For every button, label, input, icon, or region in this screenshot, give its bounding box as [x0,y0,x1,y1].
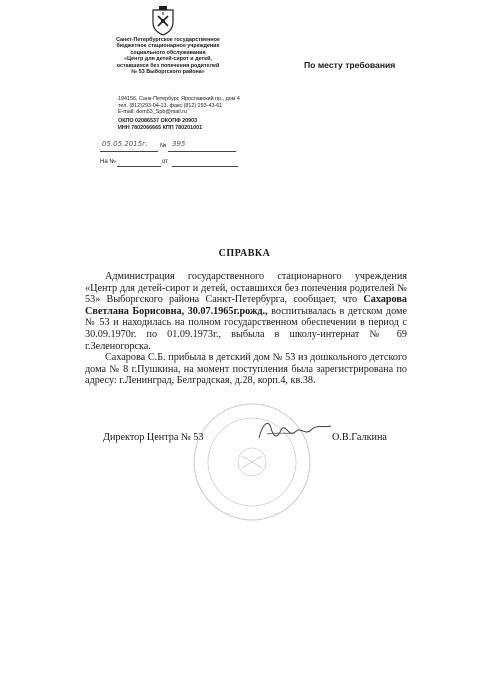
reg-no-label: № [160,143,167,149]
paragraph-1: Администрация государственного стационарного учреждения «Центр для детей-сирот и детей, оставшихся без попечения родителей № 53» Выборгского района Санкт-Петербурга, сообщает, что Сахарова Светлана Борисовна, 30.07.1965г.рожд., воспитывалась в детском доме № 53 и находилась на полном государственном обеспечении в период с 30.09.1970г. по 01.09.1973г., выбыла в школу-интернат № 69 г.Зеленогорска. [85,271,407,352]
reference-line [100,159,240,169]
registration-line [100,140,240,153]
document-title: СПРАВКА [218,248,271,259]
addressee: По месту требования [304,60,396,70]
organization-address: 194156, Санк-Петербург, Ярославский пр., дом 4 тел. (812)293-04-13. факс (812) 293-43-61 E-mail: dom53_Spb@mail.ru [118,96,240,116]
paragraph-2: Сахарова С.Б. прибыла в детский дом № 53 из дошкольного детского дома № 8 г.Пушкина, на момент поступления была зарегистрирована по адресу: г.Ленинград, Белградская, д.28, корп.4, кв.38. [85,352,407,387]
signer-name: О.В.Галкина [332,432,387,443]
ref-number-label: На № [100,159,116,165]
handwritten-signature [255,418,335,446]
document-body [85,271,407,387]
person-name: Сахарова Светлана Борисовна, 30.07.1965г.рожд., [85,294,407,317]
reg-date: 05.05.2015г. [102,140,148,148]
organization-codes: ОКПО 02086537 ОКОПФ 20903 ИНН 7802066665 КПП 780201001 [118,118,203,131]
reg-number: 395 [172,140,186,148]
signer-role: Директор Центра № 53 [103,432,204,443]
coat-of-arms-icon [150,6,176,36]
organization-name: Санкт-Петербургское государственное бюджетное стационарное учреждение социального обслуживания «Центр для детей-сирот и детей, оставшихся без попечения родителей № 53 Выборгского района» [116,37,220,76]
ref-date-label: от [162,159,168,165]
